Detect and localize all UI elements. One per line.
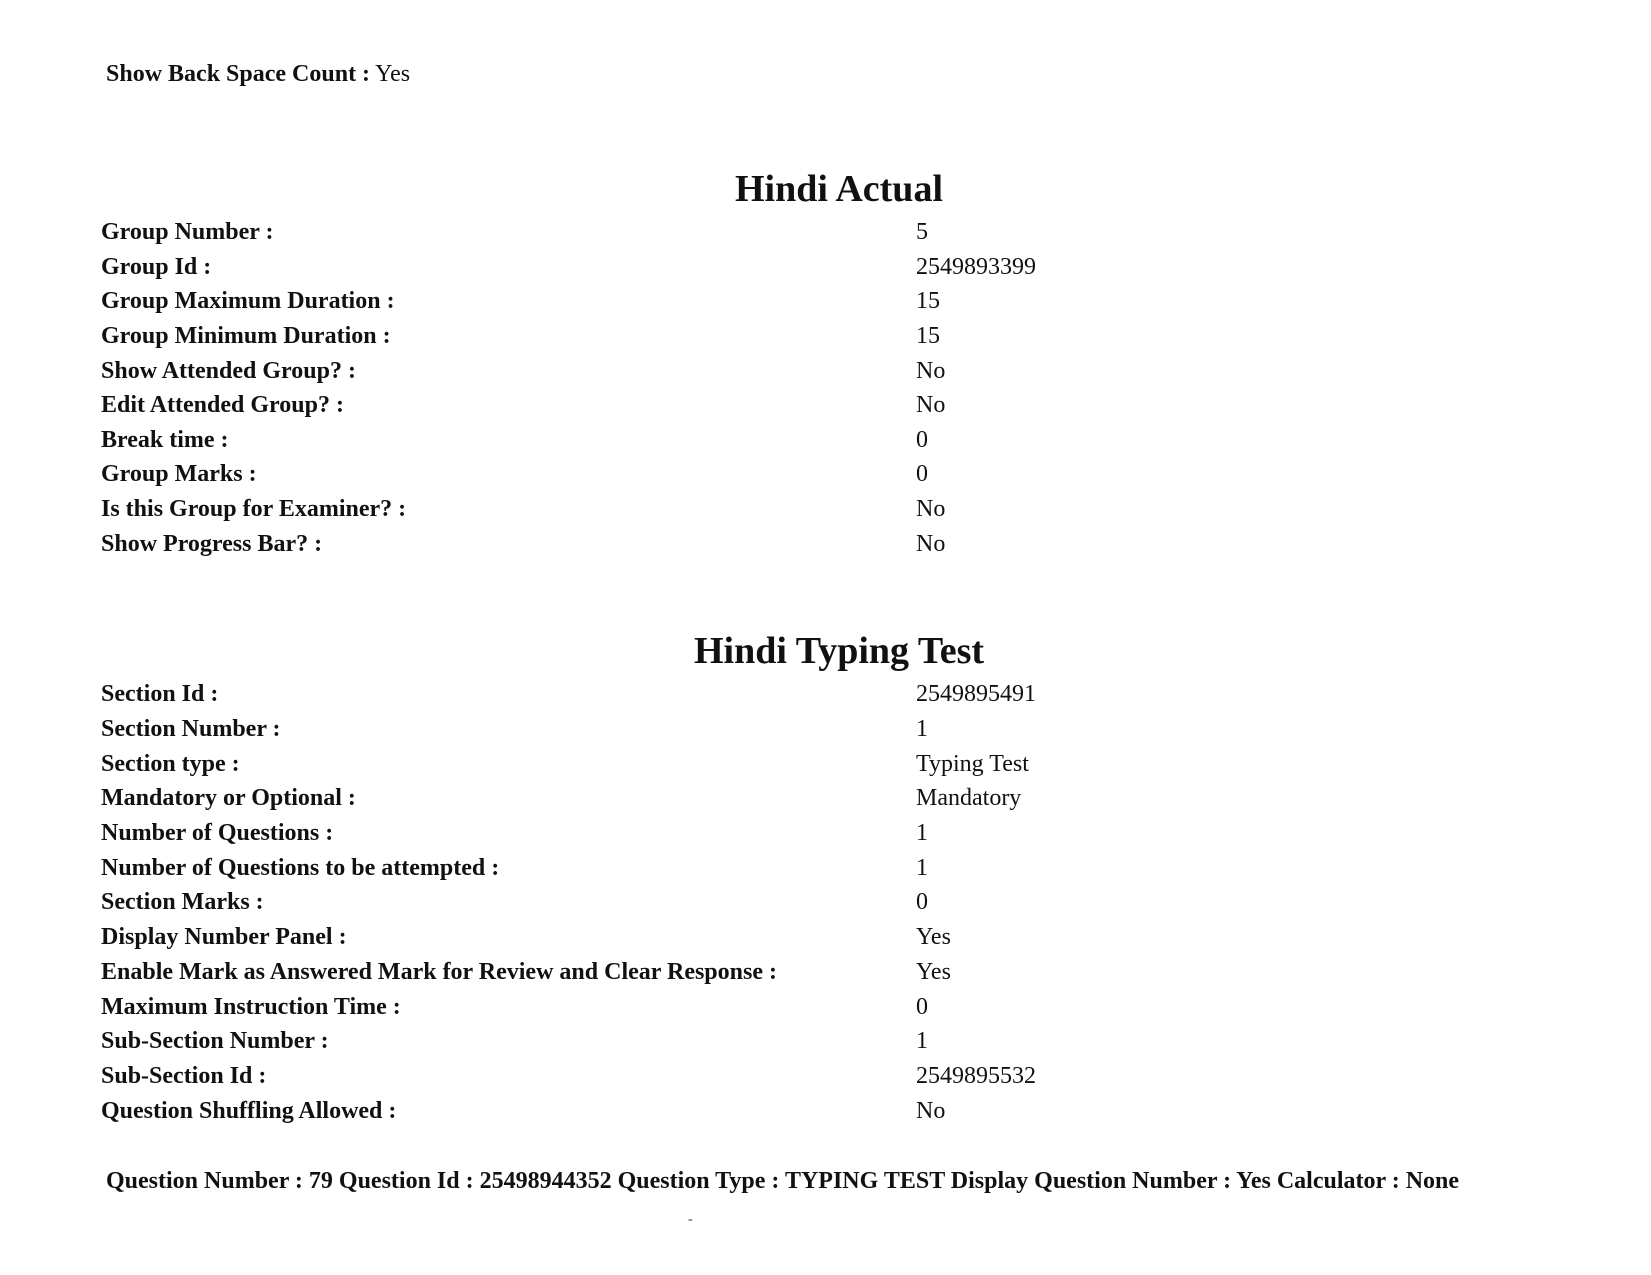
section-key: Enable Mark as Answered Mark for Review and Clear Response : (101, 958, 777, 985)
group-value: 2549893399 (916, 253, 1036, 280)
group-key: Group Id : (101, 253, 212, 280)
section-details-table (101, 677, 1036, 1128)
section-value: 2549895491 (916, 681, 1036, 708)
group-key: Edit Attended Group? : (101, 392, 344, 419)
group-value: No (916, 530, 946, 557)
group-row (101, 215, 1036, 250)
backspace-count-label: Show Back Space Count : (106, 61, 371, 87)
group-key: Show Progress Bar? : (101, 530, 323, 557)
group-row (101, 284, 1036, 319)
section-key: Section Id : (101, 681, 219, 708)
section-value: 0 (916, 889, 928, 916)
group-key: Is this Group for Examiner? : (101, 496, 407, 523)
section-value: Yes (916, 958, 951, 985)
section-value: Typing Test (916, 750, 1029, 777)
group-value: 15 (916, 323, 940, 350)
section-row (101, 816, 1036, 851)
section-value: 1 (916, 716, 928, 743)
footer-mark: - (688, 1212, 693, 1227)
group-value: 15 (916, 288, 940, 315)
group-value: 0 (916, 426, 928, 453)
group-key: Group Maximum Duration : (101, 288, 395, 315)
group-details-table (101, 215, 1036, 561)
group-row (101, 319, 1036, 354)
section-row (101, 1093, 1036, 1128)
section-key: Section type : (101, 750, 240, 777)
section-row (101, 989, 1036, 1024)
section-key: Sub-Section Number : (101, 1028, 329, 1055)
section-value: 2549895532 (916, 1062, 1036, 1089)
section-key: Display Number Panel : (101, 924, 347, 951)
group-value: No (916, 357, 946, 384)
section-value: 1 (916, 854, 928, 881)
group-row (101, 492, 1036, 527)
group-value: No (916, 496, 946, 523)
section-key: Maximum Instruction Time : (101, 993, 401, 1020)
group-row (101, 388, 1036, 423)
section-key: Sub-Section Id : (101, 1062, 267, 1089)
section-value: 1 (916, 820, 928, 847)
section-key: Number of Questions : (101, 820, 334, 847)
section-row (101, 955, 1036, 990)
section-row (101, 781, 1036, 816)
backspace-count-line (106, 58, 410, 90)
section-key: Section Marks : (101, 889, 264, 916)
group-key: Show Attended Group? : (101, 357, 356, 384)
group-value: 5 (916, 219, 928, 246)
group-value: 0 (916, 461, 928, 488)
section-row (101, 885, 1036, 920)
section-value: Yes (916, 924, 951, 951)
section-row (101, 920, 1036, 955)
question-info-line: Question Number : 79 Question Id : 25498944352 Question Type : TYPING TEST Display Question Number : Yes Calculator : None (106, 1168, 1460, 1194)
section-value: Mandatory (916, 785, 1022, 812)
section-key: Number of Questions to be attempted : (101, 854, 500, 881)
section-row (101, 746, 1036, 781)
section-row (101, 850, 1036, 885)
section-key: Section Number : (101, 716, 281, 743)
group-value: No (916, 392, 946, 419)
section-key: Question Shuffling Allowed : (101, 1097, 397, 1124)
section-row (101, 712, 1036, 747)
section-row (101, 677, 1036, 712)
group-row (101, 423, 1036, 458)
group-row (101, 457, 1036, 492)
section-row (101, 1059, 1036, 1094)
group-key: Group Number : (101, 219, 274, 246)
group-key: Break time : (101, 426, 229, 453)
group-key: Group Marks : (101, 461, 257, 488)
section-value: No (916, 1097, 946, 1124)
section-value: 1 (916, 1028, 928, 1055)
group-row (101, 353, 1036, 388)
section-title: Hindi Typing Test (693, 630, 985, 672)
section-value: 0 (916, 993, 928, 1020)
section-key: Mandatory or Optional : (101, 785, 356, 812)
section-row (101, 1024, 1036, 1059)
group-row (101, 526, 1036, 561)
backspace-count-value: Yes (375, 61, 411, 87)
group-title: Hindi Actual (735, 168, 943, 210)
group-row (101, 250, 1036, 285)
group-key: Group Minimum Duration : (101, 323, 391, 350)
